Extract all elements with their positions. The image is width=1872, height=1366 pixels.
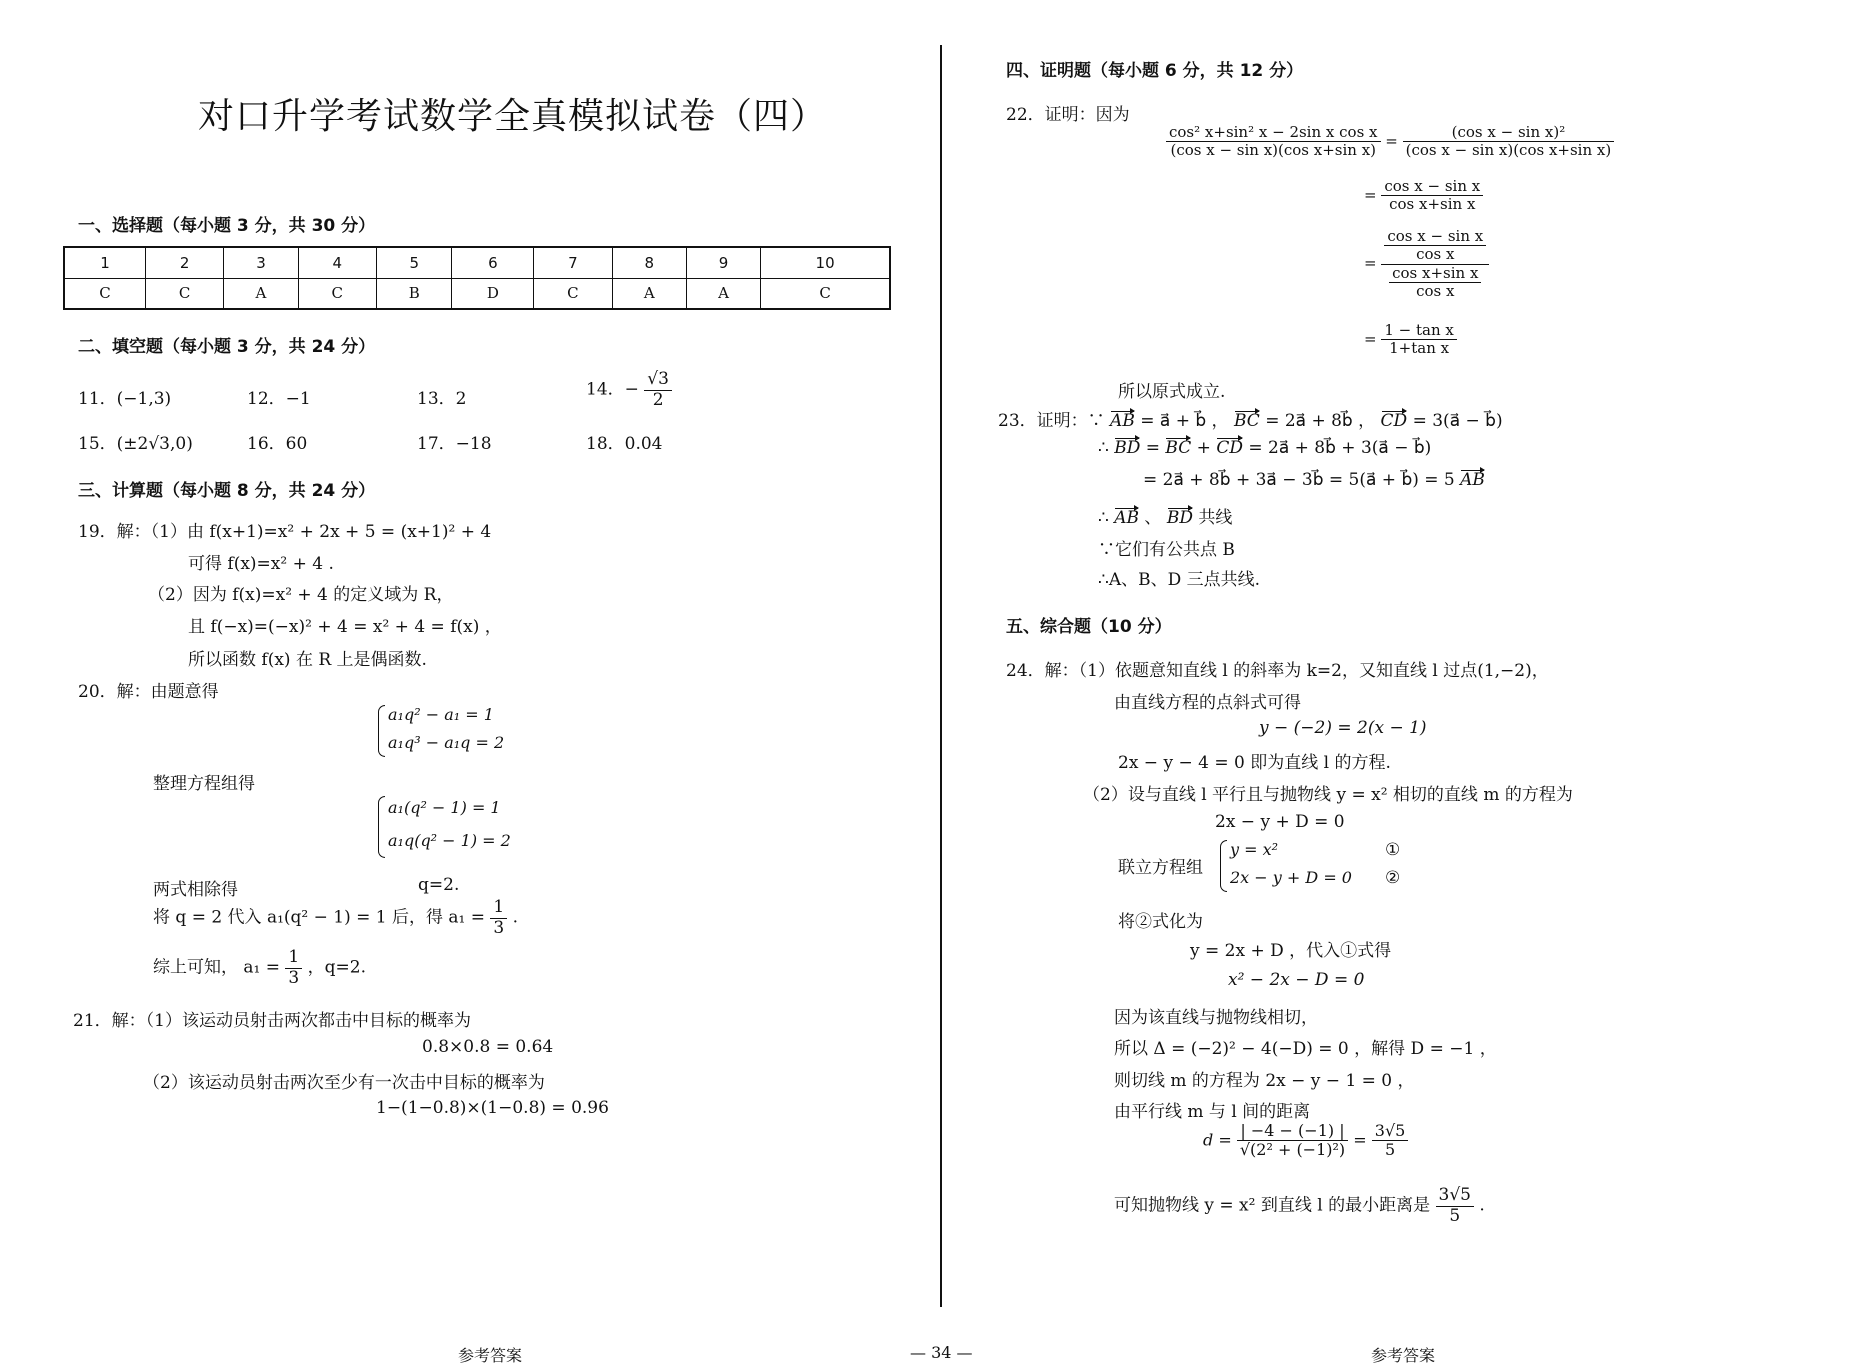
q24-line-3: y − (−2) = 2(x − 1) [1259, 718, 1427, 738]
vector-bd: BD [1114, 438, 1141, 458]
section-4-heading: 四、证明题（每小题 6 分，共 12 分） [1006, 61, 1304, 81]
q24-line-1: 24．解：（1）依题意知直线 l 的斜率为 k=2，又知直线 l 过点(1,−2)， [1006, 661, 1549, 681]
q23-line-4 [1098, 503, 1232, 528]
fraction-numerator: cos x+sin x [1389, 265, 1481, 283]
equals-sign: = [1364, 329, 1377, 348]
fraction-denominator: 5 [1384, 1140, 1396, 1160]
system-brace [1220, 840, 1227, 892]
q24-line-14: 由平行线 m 与 l 间的距离 [1114, 1102, 1311, 1122]
fraction-denominator: 2 [652, 389, 664, 410]
q20-line-4 [153, 898, 518, 938]
column-divider [940, 45, 942, 1307]
fraction-denominator: √(2² + (−1)²) [1239, 1140, 1346, 1160]
q20-line-5-text: 综上可知， a₁ = [153, 957, 281, 978]
fraction-denominator: 5 [1449, 1205, 1461, 1226]
q23-expr-1: = a⃗ + b⃗ ， [1140, 411, 1229, 431]
q22-step-2 [1364, 178, 1483, 214]
q20-system-1b: a₁q³ − a₁q = 2 [388, 733, 505, 752]
q22-line-1: 22．证明：因为 [1006, 105, 1130, 125]
table-cell: 7 [534, 247, 612, 278]
q24-line-12: 所以 Δ = (−2)² − 4(−D) = 0 ，解得 D = −1 ， [1114, 1039, 1497, 1059]
q24-line-13: 则切线 m 的方程为 2x − y − 1 = 0 ， [1114, 1071, 1415, 1091]
answer-14-label: 14．− [586, 379, 639, 400]
q22-fraction-5 [1381, 322, 1457, 358]
answer-11: 11．(−1,3) [78, 389, 172, 409]
distance-fraction [1237, 1122, 1348, 1160]
q23-line-2 [1098, 438, 1431, 458]
fraction-numerator: 3√5 [1372, 1122, 1409, 1141]
q24-line-16 [1114, 1186, 1485, 1226]
vector-bd: BD [1166, 508, 1193, 528]
distance-result [1372, 1122, 1409, 1160]
fraction-numerator [1381, 228, 1489, 265]
equals-sign: = [1385, 131, 1398, 150]
table-cell: 5 [376, 247, 452, 278]
table-cell: C [64, 278, 145, 309]
q23-expr-3: = 3(a⃗ − b⃗) [1412, 411, 1503, 431]
q20-line-5-fraction [285, 948, 302, 988]
footer-right: 参考答案 [1371, 1346, 1436, 1365]
inner-fraction [1389, 265, 1481, 301]
vector-ab: AB [1460, 470, 1485, 490]
answer-18: 18．0.04 [586, 434, 663, 454]
q24-line-8: 将②式化为 [1118, 912, 1203, 932]
fraction-numerator: 1 [490, 898, 507, 919]
section-5-heading: 五、综合题（10 分） [1006, 617, 1172, 637]
table-cell: 10 [761, 247, 890, 278]
q20-line-4-fraction [490, 898, 507, 938]
answer-16: 16．60 [247, 434, 308, 454]
table-cell: C [145, 278, 223, 309]
therefore-symbol: ∴ [1098, 438, 1109, 458]
q19-line-4: 且 f(−x)=(−x)² + 4 = x² + 4 = f(x) ， [188, 617, 502, 637]
fraction-numerator: 3√5 [1436, 1186, 1474, 1207]
q22-fraction-2 [1403, 124, 1615, 160]
table-cell: 3 [224, 247, 298, 278]
fraction-numerator: √3 [644, 370, 672, 391]
q23-expr-4: = [1145, 438, 1166, 458]
vector-cd: CD [1380, 411, 1408, 431]
vector-bc: BC [1165, 438, 1192, 458]
separator: 、 [1144, 508, 1162, 528]
therefore-symbol: ∴ [1098, 508, 1109, 528]
fraction-numerator: 1 [285, 948, 302, 969]
q23-label: 23．证明：∵ [998, 411, 1105, 431]
equals-sign: = [1364, 254, 1377, 272]
answer-13: 13．2 [417, 389, 467, 409]
fraction-denominator: (cos x − sin x)(cos x+sin x) [1405, 141, 1612, 160]
q20-system-2a: a₁(q² − 1) = 1 [388, 798, 501, 817]
q19-line-3: （2）因为 f(x)=x² + 4 的定义域为 R， [148, 585, 454, 605]
q22-step-1 [1166, 124, 1614, 160]
fraction-denominator: 3 [288, 967, 300, 988]
q20-system-2b: a₁q(q² − 1) = 2 [388, 831, 511, 850]
table-cell: 6 [452, 247, 534, 278]
system-brace [378, 705, 385, 757]
q23-expr-5: + [1196, 438, 1217, 458]
table-cell: A [224, 278, 298, 309]
equals-sign: = [1364, 185, 1377, 204]
fraction-denominator: 3 [493, 917, 505, 938]
vector-bc: BC [1233, 411, 1260, 431]
table-cell: 9 [686, 247, 760, 278]
table-cell: 8 [612, 247, 686, 278]
q20-line-5 [153, 948, 366, 988]
answer-17: 17．−18 [417, 434, 492, 454]
answer-12: 12．−1 [247, 389, 311, 409]
q24-line-7: 联立方程组 [1118, 858, 1203, 878]
table-cell: B [376, 278, 452, 309]
table-cell: C [298, 278, 376, 309]
q21-line-4: 1−(1−0.8)×(1−0.8) = 0.96 [376, 1098, 609, 1118]
q23-expr-2: = 2a⃗ + 8b⃗ ， [1265, 411, 1376, 431]
q24-line-15 [1203, 1122, 1408, 1160]
fraction-denominator: cos x+sin x [1389, 195, 1476, 214]
fraction-denominator [1381, 265, 1489, 301]
q24-system-a: y = x² [1230, 840, 1279, 859]
q23-line-6: ∴A、B、D 三点共线. [1098, 570, 1261, 590]
q20-line-4-text: 将 q = 2 代入 a₁(q² − 1) = 1 后，得 a₁ = [153, 907, 486, 928]
q22-fraction-3 [1381, 178, 1483, 214]
q23-line-3 [1143, 470, 1485, 490]
system-brace [378, 796, 385, 858]
q20-line-3b: q=2. [418, 875, 460, 895]
footer-left: 参考答案 [458, 1346, 523, 1365]
vector-cd: CD [1216, 438, 1243, 458]
q20-line-4-end: . [512, 907, 519, 928]
fraction-denominator: cos x [1416, 245, 1455, 264]
q20-system-1a: a₁q² − a₁ = 1 [388, 705, 494, 724]
q24-line-6: 2x − y + D = 0 [1215, 812, 1345, 832]
circled-1: ① [1385, 840, 1401, 860]
table-cell: 4 [298, 247, 376, 278]
q23-expr-7: = 2a⃗ + 8b⃗ + 3a⃗ − 3b⃗ = 5(a⃗ + b⃗) = 5 [1143, 470, 1455, 490]
q21-line-2: 0.8×0.8 = 0.64 [422, 1037, 554, 1057]
fraction-denominator: cos x [1416, 281, 1455, 300]
fraction-denominator: 1+tan x [1389, 339, 1450, 358]
circled-2: ② [1385, 868, 1401, 888]
section-3-heading: 三、计算题（每小题 8 分，共 24 分） [78, 481, 376, 501]
q21-line-1: 21．解：（1）该运动员射击两次都击中目标的概率为 [73, 1011, 471, 1031]
q22-fraction-1 [1166, 124, 1381, 160]
answer-15: 15．(±2√3,0) [78, 434, 193, 454]
fraction-numerator: cos² x+sin² x − 2sin x cos x [1166, 124, 1381, 142]
table-cell: A [686, 278, 760, 309]
table-cell: C [534, 278, 612, 309]
fraction-numerator: (cos x − sin x)² [1403, 124, 1615, 142]
q23-line-5: ∵它们有公共点 B [1098, 540, 1235, 560]
answer-table-numbers-row [64, 247, 890, 278]
q22-step-3 [1364, 228, 1489, 300]
q24-line-2: 由直线方程的点斜式可得 [1114, 693, 1301, 713]
q20-line-5-end: ，q=2. [307, 957, 367, 978]
fraction-numerator: | −4 − (−1) | [1237, 1122, 1348, 1141]
q22-conclusion: 所以原式成立. [1118, 382, 1226, 402]
answer-table-answers-row [64, 278, 890, 309]
q24-line-10: x² − 2x − D = 0 [1228, 970, 1365, 990]
table-cell: 2 [145, 247, 223, 278]
q19-line-1: 19．解：（1）由 f(x+1)=x² + 2x + 5 = (x+1)² + 4 [78, 522, 492, 542]
q19-line-5: 所以函数 f(x) 在 R 上是偶函数. [188, 650, 427, 670]
table-cell: D [452, 278, 534, 309]
vector-ab: AB [1114, 508, 1140, 528]
q20-line-3: 两式相除得 [153, 880, 238, 900]
q19-line-2: 可得 f(x)=x² + 4 . [188, 554, 334, 574]
fraction-numerator: cos x − sin x [1381, 178, 1483, 196]
q23-expr-6: = 2a⃗ + 8b⃗ + 3(a⃗ − b⃗) [1248, 438, 1432, 458]
q24-conclusion-end: . [1479, 1195, 1485, 1216]
q20-line-1: 20．解：由题意得 [78, 682, 219, 702]
answer-table [63, 246, 891, 310]
q24-line-11: 因为该直线与抛物线相切， [1114, 1008, 1318, 1028]
q24-conclusion-fraction [1436, 1186, 1474, 1226]
q24-conclusion-text: 可知抛物线 y = x² 到直线 l 的最小距离是 [1114, 1195, 1431, 1216]
equals-sign: = [1353, 1130, 1367, 1150]
section-1-heading: 一、选择题（每小题 3 分，共 30 分） [78, 216, 376, 236]
fraction-numerator: cos x − sin x [1384, 228, 1486, 246]
vector-ab: AB [1110, 411, 1135, 431]
q22-fraction-4 [1381, 228, 1489, 300]
q22-step-4 [1364, 322, 1457, 358]
q24-line-9: y = 2x + D ，代入①式得 [1190, 941, 1392, 961]
answer-14 [586, 370, 672, 410]
q24-system-b: 2x − y + D = 0 [1230, 868, 1352, 887]
table-cell: A [612, 278, 686, 309]
answer-14-fraction [644, 370, 672, 410]
page-number: — 34 — [910, 1343, 973, 1362]
table-cell: 1 [64, 247, 145, 278]
q23-line-1 [998, 406, 1503, 431]
fraction-denominator: (cos x − sin x)(cos x+sin x) [1170, 141, 1377, 160]
fraction-numerator: 1 − tan x [1381, 322, 1457, 340]
page-title: 对口升学考试数学全真模拟试卷（四） [198, 96, 828, 137]
q24-line-4: 2x − y − 4 = 0 即为直线 l 的方程. [1118, 753, 1391, 773]
q21-line-3: （2）该运动员射击两次至少有一次击中目标的概率为 [143, 1073, 545, 1093]
q24-line-5: （2）设与直线 l 平行且与抛物线 y = x² 相切的直线 m 的方程为 [1083, 785, 1573, 805]
section-2-heading: 二、填空题（每小题 3 分，共 24 分） [78, 337, 376, 357]
distance-label: d = [1203, 1130, 1232, 1150]
q20-line-2: 整理方程组得 [153, 774, 255, 794]
collinear-text: 共线 [1198, 508, 1233, 528]
inner-fraction [1384, 228, 1486, 264]
table-cell: C [761, 278, 890, 309]
